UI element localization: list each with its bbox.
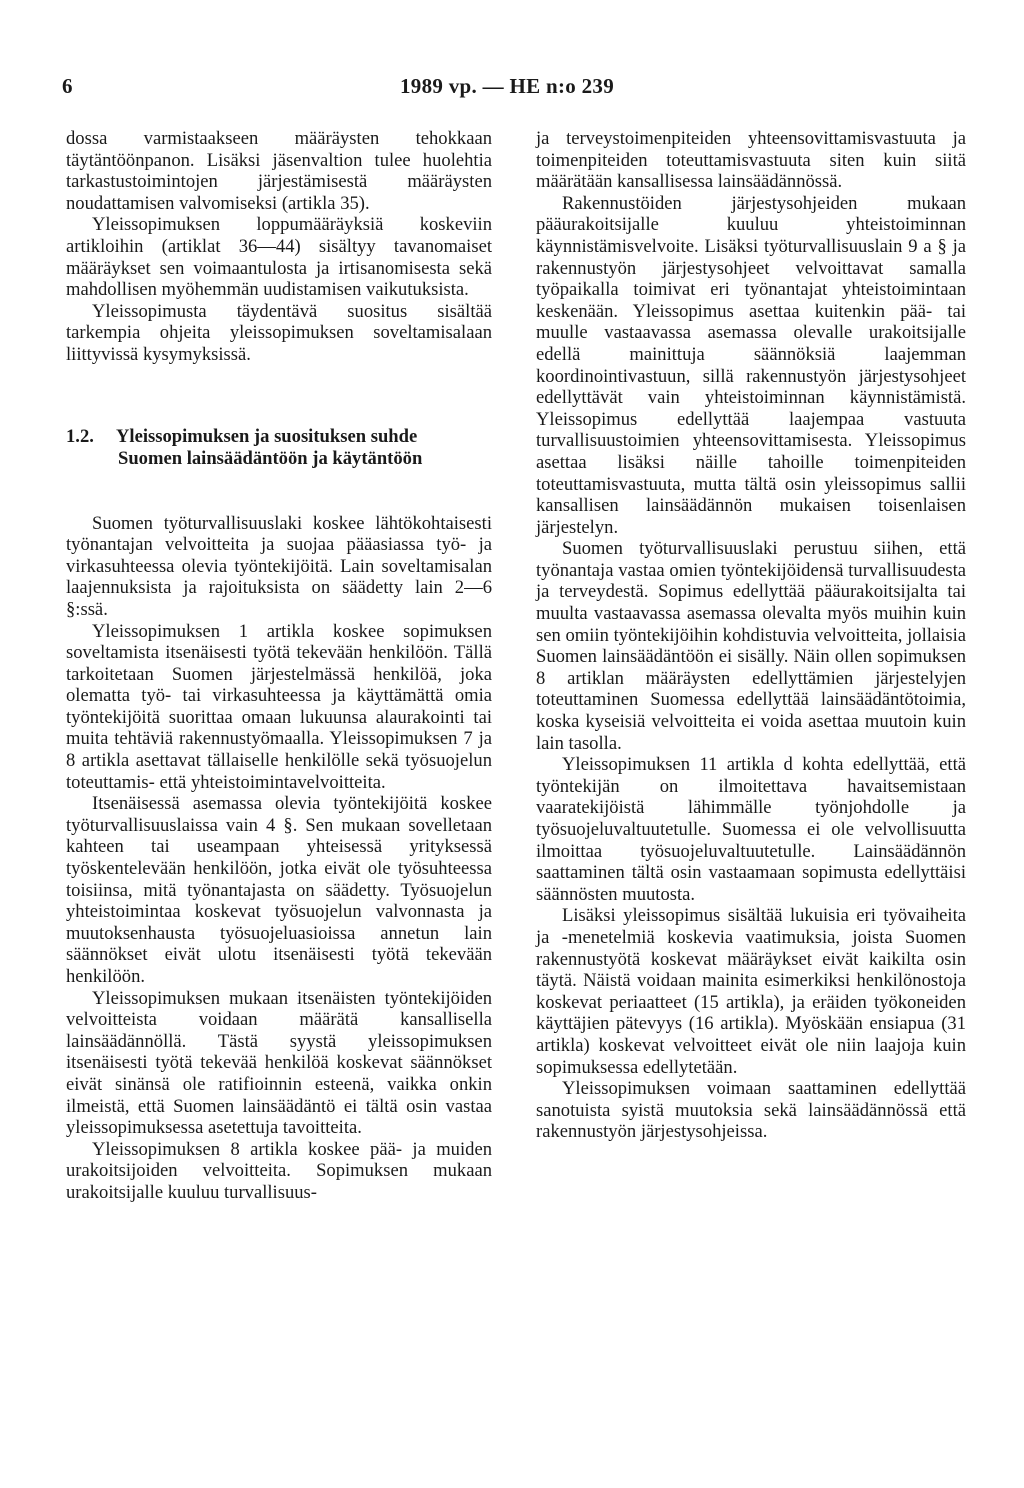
paragraph: Itsenäisessä asemassa olevia työntekijöitä koskee työturvallisuuslaissa vain 4 §. Sen mukaan sovelletaan kahteen tai useampaan yhteisessä yrityksessä työskentelevään henkilöön, jotka eivät ole työsuhteessa toisiinsa, mitä työnantajasta on säädetty. Työsuojelun yhteistoimintaa koskevat työsuojelun valvonnasta ja muutoksenhausta työsuojeluasioissa annetun lain säännökset eivät ulotu itsenäisesti työtä tekevään henkilöön. xyxy=(66,793,492,987)
page-header: 1989 vp. — HE n:o 239 xyxy=(400,74,614,98)
paragraph: Yleissopimuksen voimaan saattaminen edellyttää sanotuista syistä muutoksia sekä lainsäädännössä että rakennustyön järjestysohjeissa. xyxy=(536,1078,966,1143)
right-column xyxy=(536,128,966,1143)
paragraph: Suomen työturvallisuuslaki perustuu siihen, että työnantaja vastaa omien työntekijöidensä turvallisuudesta ja terveydestä. Sopimus edellyttää pääurakoitsijalta tai muulta vastaavassa asemassa olevalta myös muihin kuin sen omiin työntekijöihin kohdistuvia velvoitteita, jollaisia Suomen lainsäädäntöön ei sisälly. Näin ollen sopimuksen 8 artiklan määräysten edellyttämien järjestelyjen toteuttaminen Suomessa edellyttää lainsäädäntötoimia, koska kyseisiä velvoitteita ei voida asettaa muutoin kuin lain tasolla. xyxy=(536,538,966,754)
paragraph: Yleissopimuksen loppumääräyksiä koskeviin artikloihin (artiklat 36—44) sisältyy tavanomaiset määräykset sen voimaantulosta ja irtisanomisesta sekä mahdollisen myöhemmän uudistamisen vaikutuksista. xyxy=(66,214,492,301)
paragraph: Yleissopimuksen 11 artikla d kohta edellyttää, että työntekijän on ilmoitettava havaitsemistaan vaaratekijöistä lähimmälle työnjohdolle ja työsuojeluvaltuutetulle. Suomessa ei ole velvollisuutta ilmoittaa työsuojeluvaltuutetulle. Lainsäädännön saattaminen tältä osin vastaamaan sopimusta edellyttäisi säännösten muutosta. xyxy=(536,754,966,905)
paragraph: dossa varmistaakseen määräysten tehokkaan täytäntöönpanon. Lisäksi jäsenvaltion tulee huolehtia tarkastustoimintojen järjestämisestä määräysten noudattamisen valvomiseksi (artikla 35). xyxy=(66,128,492,214)
paragraph: Rakennustöiden järjestysohjeiden mukaan pääurakoitsijalle kuuluu yhteistoiminnan käynnistämisvelvoite. Lisäksi työturvallisuuslain 9 a § ja rakennustyön järjestysohjeet velvoittavat samalla työpaikalla toimivat eri työnantajat yhteistoimintaan keskenään. Yleissopimus asettaa kuitenkin pää- tai muulle vastaavassa asemassa olevalle urakoitsijalle edellä mainittuja säännöksiä laajemman koordinointivastuun, sillä rakennustyön järjestysohjeet edellyttävät vain yhteistoiminnan käynnistämistä. Yleissopimus edellyttää laajempaa vastuuta turvallisuustoimien yhteensovittamisesta. Yleissopimus asettaa lisäksi näille tahoille toimenpiteiden toteuttamisvastuuta, mutta tältä osin yleissopimus sallii kansallisen lainsäädännön mukaisen toisenlaisen järjestelyn. xyxy=(536,192,966,538)
paragraph: ja terveystoimenpiteiden yhteensovittamisvastuuta ja toimenpiteiden toteuttamisvastuuta siten kuin siitä määrätään kansallisessa lainsäädännössä. xyxy=(536,128,966,193)
paragraph: Yleissopimusta täydentävä suositus sisältää tarkempia ohjeita yleissopimuksen soveltamisalaan liittyvissä kysymyksissä. xyxy=(66,300,492,365)
section-heading xyxy=(66,426,492,470)
paragraph: Lisäksi yleissopimus sisältää lukuisia eri työvaiheita ja -menetelmiä koskevia vaatimuksia, joista Suomen rakennustyötä koskevat määräykset eivät kaikilta osin täytä. Näistä voidaan mainita esimerkiksi henkilönostoja koskevat periaatteet (15 artikla), ja eräiden työkoneiden käyttäjien pätevyys (16 artikla). Myöskään ensiapua (31 artikla) koskevat velvoitteet eivät ole niin laajoja kuin sopimuksessa edellytetään. xyxy=(536,905,966,1078)
paragraph: Yleissopimuksen 1 artikla koskee sopimuksen soveltamista itsenäisesti työtä tekevään henkilöön. Tällä tarkoitetaan Suomen järjestelmässä henkilöä, joka olematta työ- tai virkasuhteessa ja käyttämättä omia työntekijöitä suorittaa omaan lukuunsa alaurakointi tai muita tehtäviä rakennustyömaalla. Yleissopimuksen 7 ja 8 artikla asettavat tällaiselle henkilölle sekä työsuojelun toteuttamis- että yhteistoimintavelvoitteita. xyxy=(66,620,492,793)
section-number: 1.2. xyxy=(66,425,94,447)
paragraph: Yleissopimuksen mukaan itsenäisten työntekijöiden velvoitteista voidaan määrätä kansallisella lainsäädännöllä. Tästä syystä yleissopimuksen itsenäisesti työtä tekevää henkilöä koskevat säännökset eivät sinänsä ole ratifioinnin esteenä, vaikka onkin ilmeistä, että Suomen lainsäädäntö ei tältä osin vastaa yleissopimuksessa asetettuja tavoitteita. xyxy=(66,987,492,1139)
section-title-line1: Yleissopimuksen ja suosituksen suhde xyxy=(116,425,418,447)
left-column xyxy=(66,128,492,1204)
paragraph: Yleissopimuksen 8 artikla koskee pää- ja muiden urakoitsijoiden velvoitteita. Sopimuksen mukaan urakoitsijalle kuuluu turvallisuus- xyxy=(66,1138,492,1203)
paragraph: Suomen työturvallisuuslaki koskee lähtökohtaisesti työnantajan velvoitteita ja suojaa pääasiassa työ- ja virkasuhteessa olevia työntekijöitä. Lain soveltamisalan laajennuksista ja rajoituksista on säädetty lain 2—6 §:ssä. xyxy=(66,512,492,620)
section-title-line2: Suomen lainsäädäntöön ja käytäntöön xyxy=(118,447,423,469)
page-number: 6 xyxy=(62,74,73,98)
